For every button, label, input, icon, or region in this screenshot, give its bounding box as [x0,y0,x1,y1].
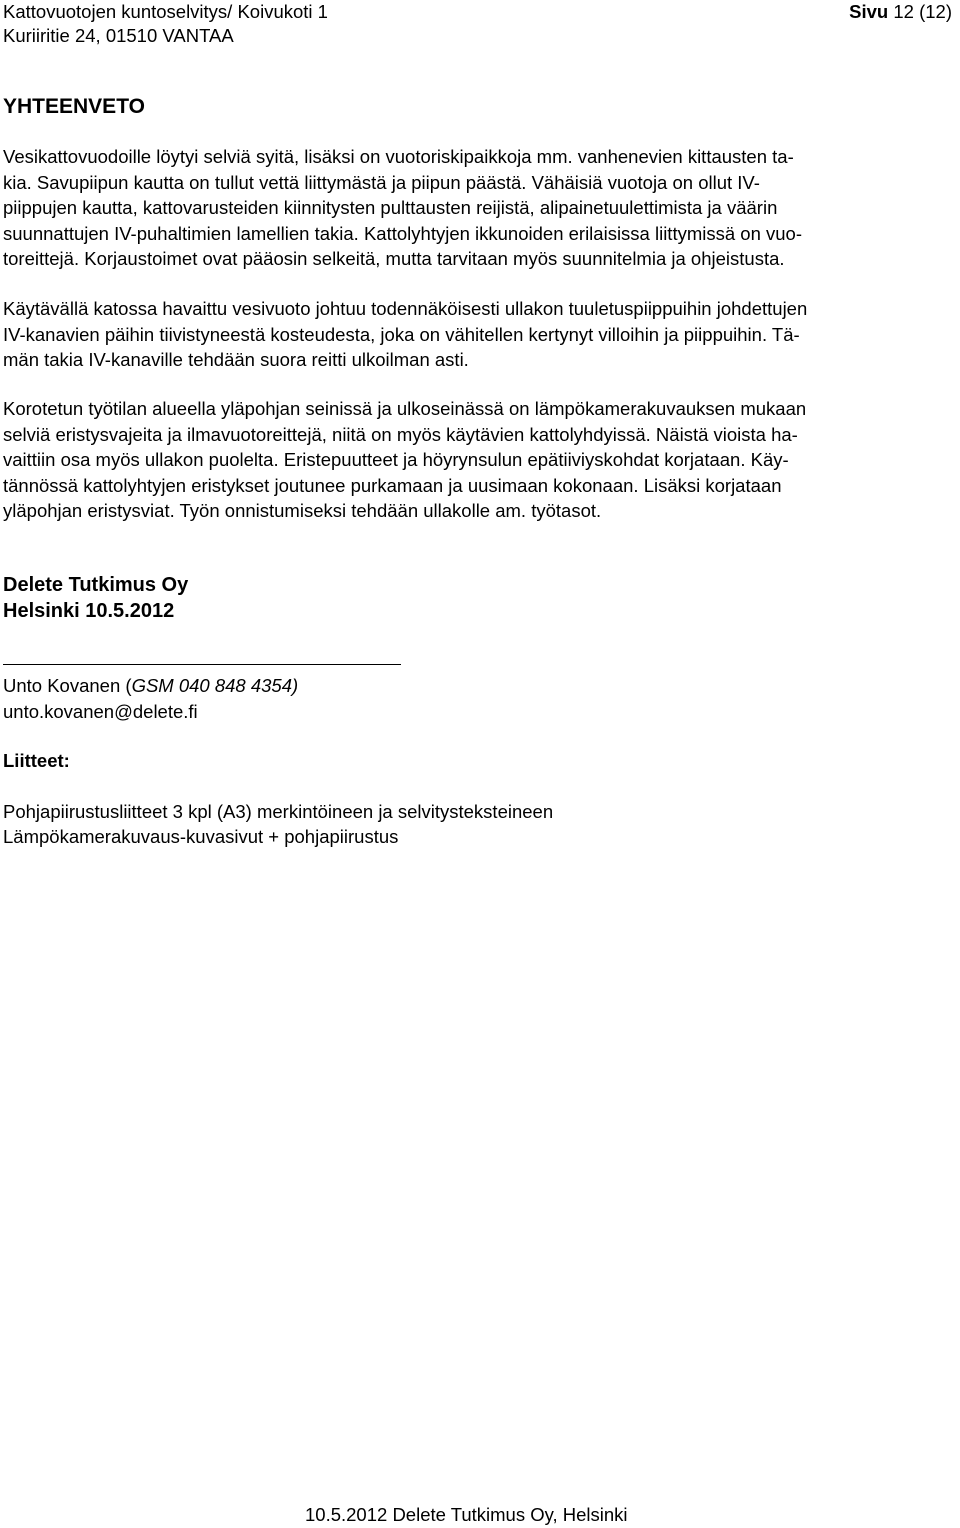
page-header-left [3,0,328,48]
text-line: vaittiin osa myös ullakon puolelta. Eristepuutteet ja höyrynsulun epätiiviyskohdat korjataan. Käy- [3,449,789,470]
report-title: Kattovuotojen kuntoselvitys/ Koivukoti 1 [3,1,328,22]
page-current: 12 [893,1,914,22]
text-line: män takia IV-kanaville tehdään suora reitti ulkoilman asti. [3,349,469,370]
signature-line [3,664,401,665]
summary-paragraph-3 [3,396,953,524]
company-name: Delete Tutkimus Oy [3,574,189,596]
text-line: yläpohjan eristysviat. Työn onnistumiseksi tehdään ullakolle am. työtasot. [3,500,602,521]
text-line: IV-kanavien päihin tiivistyneestä kosteudesta, joka on vähitellen kertynyt villoihin ja piippuihin. Tä- [3,323,800,345]
text-line: Vesikattovuodoille löytyi selviä syitä, lisäksi on vuotoriskipaikkoja mm. vanhenevien kittausten ta- [3,146,794,167]
text-line: Korotetun työtilan alueella yläpohjan seinissä ja ulkoseinässä on lämpökamerakuvauksen mukaan [3,398,807,419]
text-line: selviä eristysvajeita ja ilmavuotoreittejä, niitä on myös käytävien kattolyhdyissä. Näistä vioista ha- [3,423,798,445]
attachments-heading: Liitteet: [3,750,70,771]
signer-email: unto.kovanen@delete.fi [3,701,198,722]
page-total: (12) [919,1,952,22]
text-line: piippujen kautta, kattovarusteiden kiinnitysten pulttausten reijistä, alipainetuulettimista ja väärin [3,197,778,218]
summary-paragraph-2 [3,296,953,373]
place-date: Helsinki 10.5.2012 [3,600,175,622]
text-line: suunnattujen IV-puhaltimien lamellien takia. Kattolyhtyjen ikkunoiden erilaisissa liittymissä on vuo- [3,222,802,244]
attachment-item: Pohjapiirustusliitteet 3 kpl (A3) merkintöineen ja selvitysteksteineen [3,801,554,822]
summary-paragraph-1 [3,144,953,272]
page-number [849,0,952,24]
text-line: tännössä kattolyhtyjen eristykset joutunee purkamaan ja uusimaan kokonaan. Lisäksi korjataan [3,474,782,496]
signer-name [3,673,298,699]
page-label: Sivu [849,1,889,22]
text-line: kia. Savupiipun kautta on tullut vettä liittymästä ja piipun päästä. Vähäisiä vuotoja on ollut IV- [3,171,760,193]
signer-name-text: Unto Kovanen ( [3,675,132,696]
attachment-item: Lämpökamerakuvaus-kuvasivut + pohjapiirustus [3,826,399,847]
signer-gsm: GSM 040 848 4354) [131,675,299,696]
summary-heading: YHTEENVETO [3,95,145,118]
report-address: Kuriiritie 24, 01510 VANTAA [3,25,234,46]
text-line: toreittejä. Korjaustoimet ovat pääosin selkeitä, mutta tarvitaan myös suunnitelmia ja ohjeistusta. [3,248,785,269]
page-footer: 10.5.2012 Delete Tutkimus Oy, Helsinki [305,1504,628,1525]
text-line: Käytävällä katossa havaittu vesivuoto johtuu todennäköisesti ullakon tuuletuspiippuihin johdettujen [3,298,808,319]
